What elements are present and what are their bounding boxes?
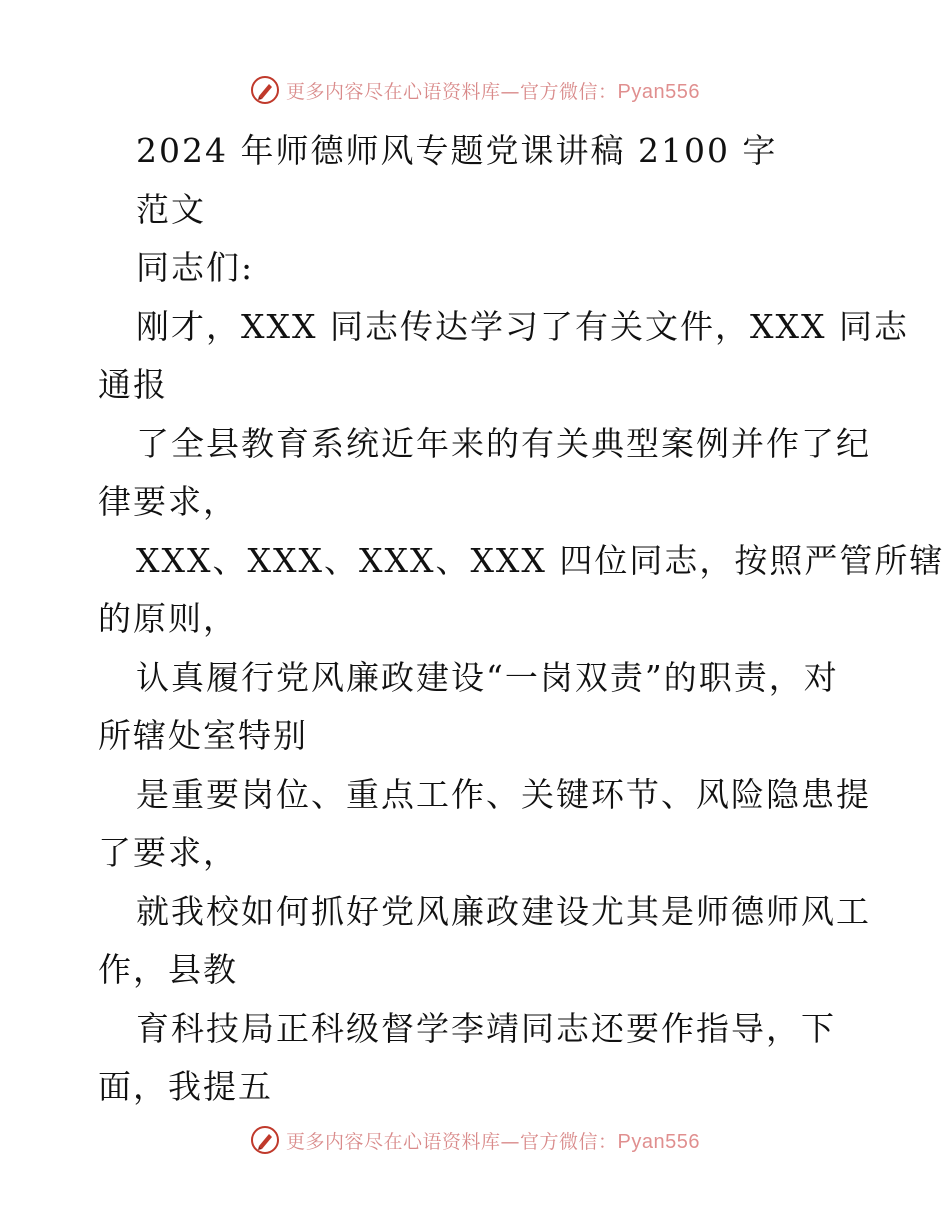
pen-logo-icon (250, 1125, 280, 1155)
document-subtitle: 范文 (136, 189, 206, 229)
watermark-text: 更多内容尽在心语资料库—官方微信：Pyan556 (286, 1130, 700, 1153)
paragraph-line: 所辖处室特别 (98, 716, 308, 755)
document-body (98, 122, 945, 1117)
paragraph-line: 通报 (98, 365, 168, 404)
paragraph-line: 是重要岗位、重点工作、关键环节、风险隐患提 (136, 774, 871, 814)
paragraph-line: 面，我提五 (98, 1067, 273, 1106)
paragraph-line: 律要求， (98, 482, 238, 521)
salutation: 同志们: (136, 248, 255, 287)
watermark-text: 更多内容尽在心语资料库—官方微信：Pyan556 (286, 80, 700, 103)
paragraph-line: 了要求， (98, 833, 238, 872)
paragraph-line: 作，县教 (98, 950, 238, 989)
document-title: 2024 年师德师风专题党课讲稿 2100 字 (136, 131, 778, 170)
paragraph-line: 了全县教育系统近年来的有关典型案例并作了纪 (136, 423, 871, 463)
paragraph-line: 育科技局正科级督学李靖同志还要作指导，下 (136, 1008, 836, 1048)
paragraph-line: 就我校如何抓好党风廉政建设尤其是师德师风工 (136, 891, 871, 931)
paragraph-line: 刚才，XXX 同志传达学习了有关文件，XXX 同志 (136, 306, 909, 346)
paragraph-line: 的原则， (98, 599, 238, 638)
paragraph-line: XXX、XXX、XXX、XXX 四位同志，按照严管所辖 (136, 540, 945, 580)
paragraph-line: 认真履行党风廉政建设“一岗双责”的职责，对 (136, 657, 839, 697)
pen-logo-icon (250, 75, 280, 105)
watermark-header (0, 70, 950, 110)
watermark-footer (0, 1120, 950, 1160)
